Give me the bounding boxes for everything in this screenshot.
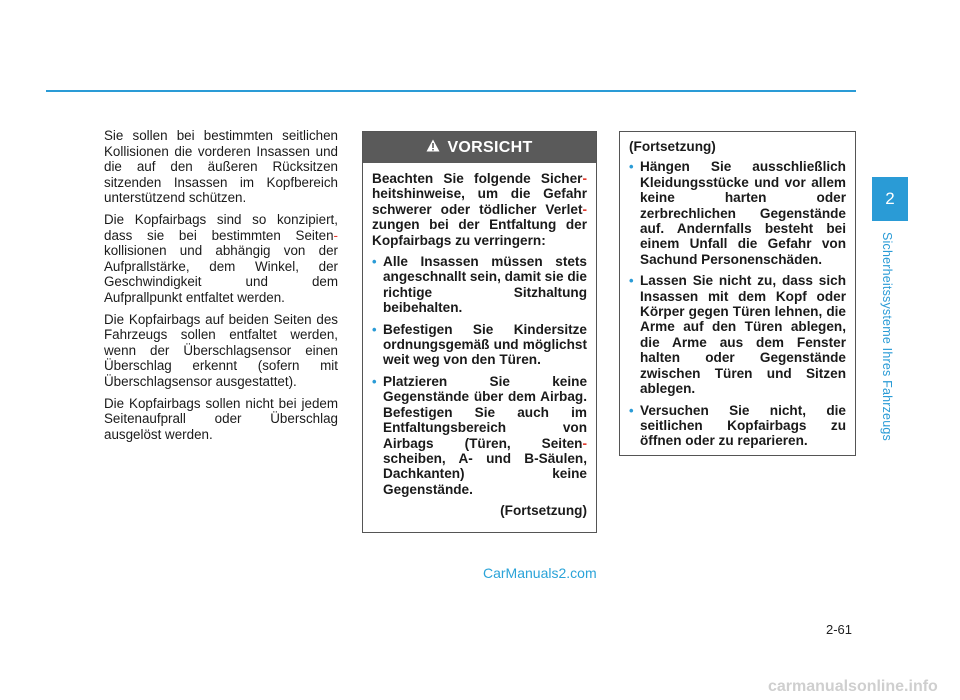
bullet-icon: •: [629, 273, 634, 289]
paragraph-3: Die Kopfairbags auf beiden Seiten des Fahrzeugs sollen entfaltet werden, wenn der Überschlagsensor einen Überschlag erkennt (sofern mit Überschlagsensor ausgestattet).: [104, 311, 338, 389]
bullet-icon: •: [372, 373, 377, 389]
warning-triangle-icon: [426, 139, 440, 157]
continued-label: (Fortsetzung): [500, 503, 587, 519]
watermark: CarManuals2.com: [483, 565, 597, 581]
list-item: • Hängen Sie ausschließlich Kleidungsstücke und vor allem keine harten oder zerbrechlichen Gegenstände auf. Andernfalls besteht bei einem Unfall die Gefahr von Sachund Personenschäden.: [629, 159, 846, 267]
caution-bullet-list: [372, 254, 587, 497]
list-item: • Befestigen Sie Kindersitze ordnungsgemäß und möglichst weit weg von den Türen.: [372, 321, 587, 368]
bullet-icon: •: [372, 254, 377, 270]
chapter-side-title: Sicherheitssysteme Ihres Fahrzeugs: [880, 232, 894, 441]
top-rule: [46, 90, 856, 92]
continuation-bullet-list: [629, 159, 846, 448]
caution-box: [362, 131, 597, 533]
caution-header: [363, 132, 596, 163]
caution-intro: Beachten Sie folgende Sicher- heitshinweise, um die Gefahr schwerer oder tödlicher Verlet- zungen bei der Entfaltung der Kopfairbags zu verringern:: [372, 171, 587, 248]
paragraph-4: Die Kopfairbags sollen nicht bei jedem Seitenaufprall oder Überschlag ausgelöst werden.: [104, 395, 338, 442]
caution-title: VORSICHT: [447, 138, 533, 156]
chapter-tab: 2: [872, 177, 908, 221]
body-text-column: [104, 128, 338, 448]
paragraph-2: Die Kopfairbags sind so konzipiert, dass sie bei bestimmten Seiten- kollisionen und abhängig von der Aufprallstärke, dem Winkel, der Geschwindigkeit und dem Aufprallpunkt entfaltet werden.: [104, 211, 338, 305]
list-item: • Alle Insassen müssen stets angeschnallt sein, damit sie die richtige Sitzhaltung beibehalten.: [372, 254, 587, 316]
bullet-icon: •: [629, 402, 634, 418]
footer-site: carmanualsonline.info: [768, 678, 938, 695]
caution-body: [363, 163, 596, 519]
list-item: • Versuchen Sie nicht, die seitlichen Kopfairbags zu öffnen oder zu reparieren.: [629, 402, 846, 449]
continuation-label: (Fortsetzung): [629, 139, 716, 154]
paragraph-1: Sie sollen bei bestimmten seitlichen Kollisionen die vorderen Insassen und die auf den äußeren Rücksitzen sitzenden Insassen im Kopfbereich unterstützend schützen.: [104, 128, 338, 206]
bullet-icon: •: [629, 159, 634, 175]
list-item: • Platzieren Sie keine Gegenstände über dem Airbag. Befestigen Sie auch im Entfaltungsbereich von Airbags (Türen, Seiten- scheiben, A- und B-Säulen, Dachkanten) keine Gegenstände.: [372, 373, 587, 497]
bullet-icon: •: [372, 321, 377, 337]
page-number: 2-61: [826, 622, 853, 637]
continuation-box: [619, 131, 856, 456]
list-item: • Lassen Sie nicht zu, dass sich Insassen mit dem Kopf oder Körper gegen Türen lehnen, die Arme auf den Türen ablegen, die Arme aus dem Fenster halten oder Gegenstände zwischen Türen und Sitzen ablegen.: [629, 273, 846, 397]
